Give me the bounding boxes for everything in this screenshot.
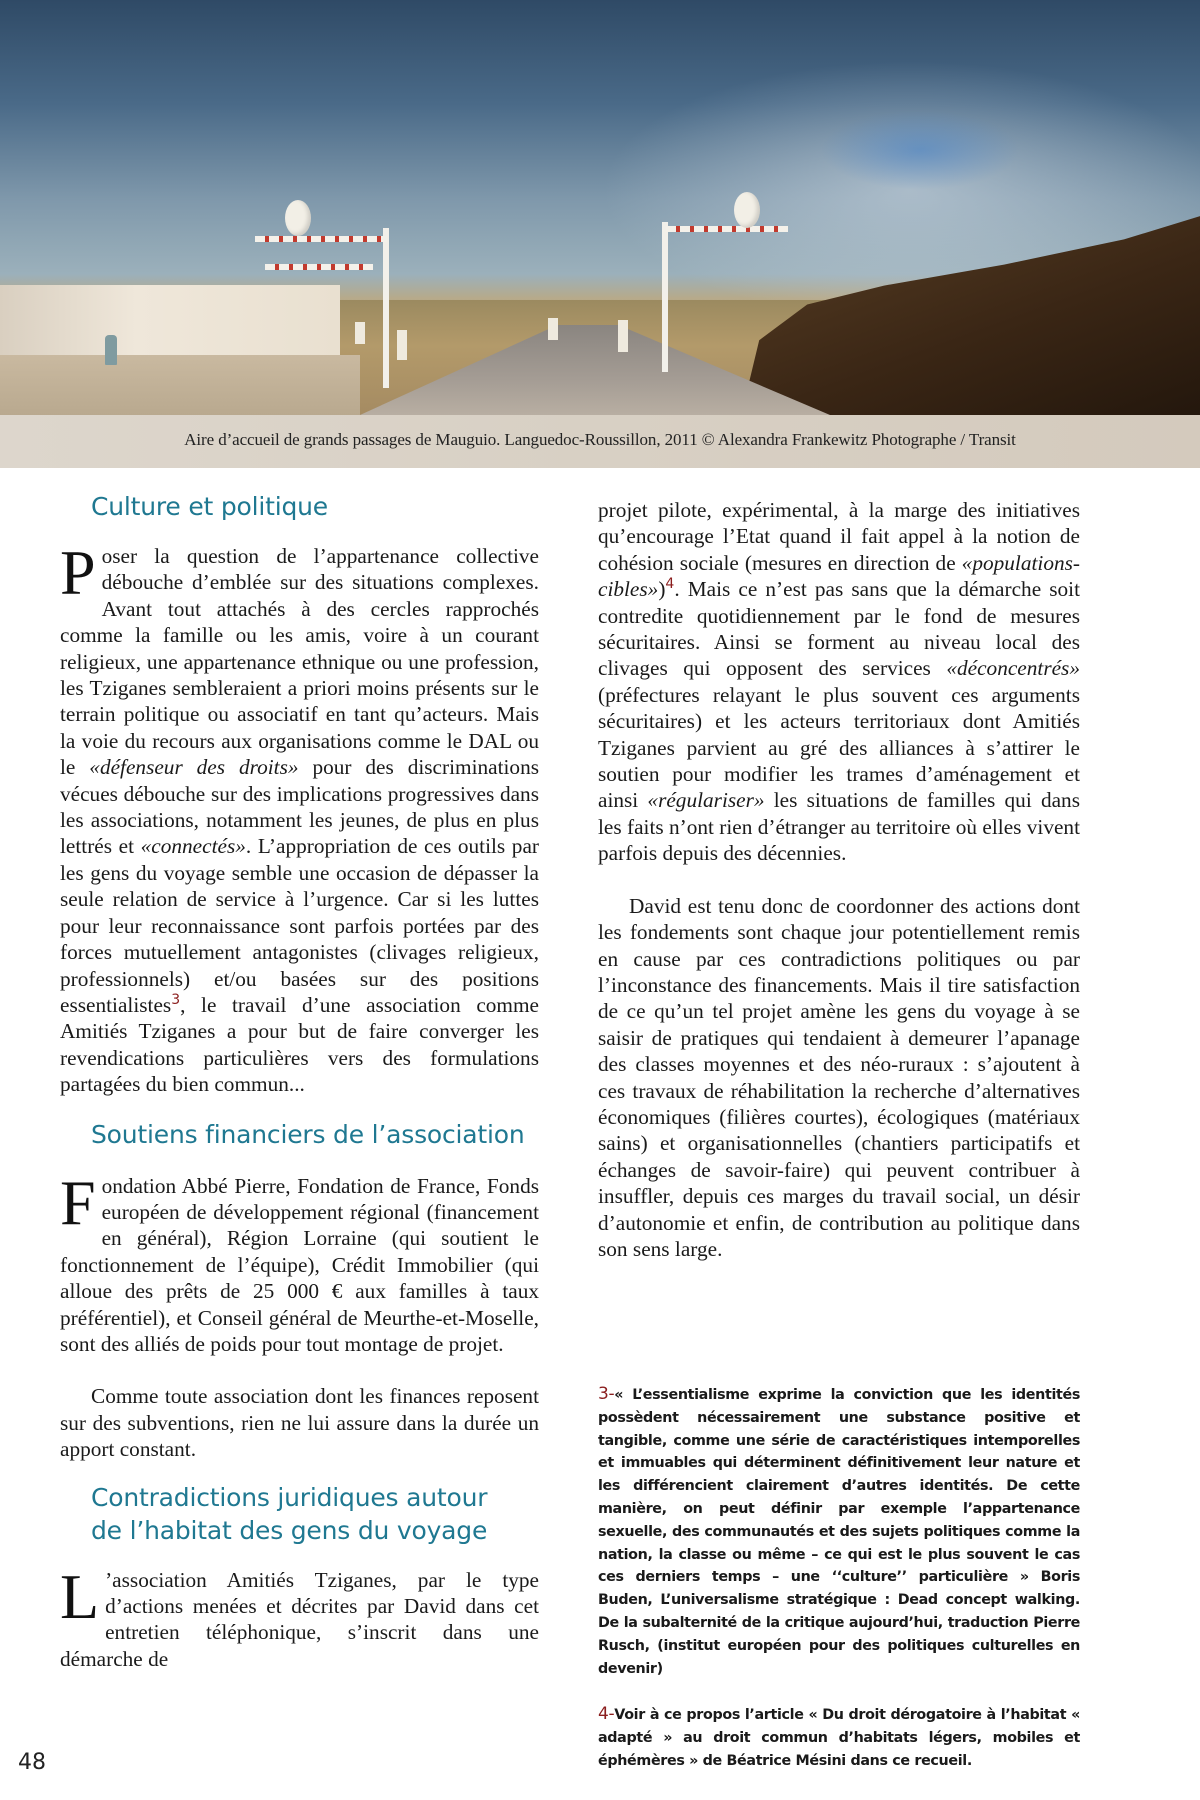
right-gate-pole xyxy=(662,222,668,372)
sky-blue-patch xyxy=(820,110,1020,190)
heading-contradictions-juridiques: Contradictions juridiques autour de l’habitat des gens du voyage xyxy=(91,1482,488,1545)
footnote-4: 4-Voir à ce propos l’article « Du droit dérogatoire à l’habitat « adapté » au droit commun d’habitats légers, mobiles et éphémères » de Béatrice Mésini dans ce recueil. xyxy=(598,1704,1080,1769)
left-gate-bar-low xyxy=(265,264,373,270)
footnote-number: 4- xyxy=(598,1704,615,1725)
right-gate-bar xyxy=(666,226,788,232)
page-number: 48 xyxy=(18,1750,46,1775)
left-column xyxy=(60,490,539,1672)
header-photo xyxy=(0,0,1200,415)
bollard xyxy=(355,322,365,344)
paragraph-projet-pilote: projet pilote, expérimental, à la marge des initiatives qu’encourage l’Etat quand il fait appel à la notion de cohésion sociale (mesures en direction de «populations-cibles»)$^4$. Mais ce n’est pas sans que la démarche soit contredite quotidiennement par le fond de mesures sécuritaires. Ainsi se forment au niveau local des clivages qui opposent des services «déconcentrés» (préfectures relayant le plus souvent ces arguments sécuritaires) et les acteurs territoriaux dont Amitiés Tziganes parvient au gré des alliances à s’attirer le soutien pour modifier les trames d’aménagement et ainsi «régulariser» les situations de familles qui dans les faits n’ont rien d’étranger au territoire où elles vivent parfois depuis des décennies. xyxy=(598,498,1080,866)
heading-culture-et-politique: Culture et politique xyxy=(91,492,328,521)
footnotes xyxy=(598,1383,1080,1773)
dropcap: L xyxy=(60,1560,100,1632)
photo-caption: Aire d’accueil de grands passages de Mauguio. Languedoc-Roussillon, 2011 © Alexandra Frankewitz Photographe / Transit xyxy=(184,430,1016,449)
paragraph-finances: Comme toute association dont les finances reposent sur des subventions, rien ne lui assure dans la durée un apport constant. xyxy=(60,1384,539,1462)
left-gate-bar-top xyxy=(255,236,387,242)
paragraph-culture: Poser la question de l’appartenance collective débouche d’emblée sur des situations complexes. Avant tout attachés à des cercles rapprochés comme la famille ou les amis, voire à un courant religieux, une appartenance ethnique ou une profession, les Tziganes sembleraient a priori moins présents sur le terrain politique ou associatif en tant qu’acteurs. Mais la voie du recours aux organisations comme le DAL ou le «défenseur des droits» pour des discriminations vécues débouche sur des implications progressives dans les associations, notamment les jeunes, de plus en plus lettrés et «connectés». L’appropriation de ces outils par les gens du voyage semble une occasion de dépasser la seule relation de service à l’urgence. Car si les luttes pour leur reconnaissance sont parfois portées par des forces mutuellement antagonistes (clivages religieux, professionnels) et/ou basées sur des positions essentialistes$^3$, le travail d’une association comme Amitiés Tziganes a pour but de faire converger les revendications particulières vers des formulations partagées du bien commun... xyxy=(60,537,540,1097)
left-gate-pole xyxy=(383,228,389,388)
footnote-number: 3- xyxy=(598,1384,615,1404)
bollard xyxy=(397,330,407,360)
dropcap: P xyxy=(60,537,96,608)
gas-bottle xyxy=(105,335,117,365)
paragraph-contradictions: L ’association Amitiés Tziganes, par le type d’actions menées et décrites par David dans cet entretien téléphonique, s’inscrit dans une démarche de xyxy=(60,1560,539,1671)
photo-caption-band xyxy=(0,415,1200,468)
dropcap: F xyxy=(60,1166,96,1238)
footnote-ref-3[interactable]: 3 xyxy=(171,991,181,1008)
bollard xyxy=(548,318,558,340)
paragraph-soutiens: Fondation Abbé Pierre, Fondation de France, Fonds européen de développement régional (financement en général), Région Lorraine (qui soutient le fonctionnement de l’équipe), Crédit Immobilier (qui alloue des prêts de 25 000 € aux familles à taux préférentiel), et Conseil général de Meurthe-et-Moselle, sont des alliés de poids pour tout montage de projet. xyxy=(60,1166,539,1356)
white-wall xyxy=(0,285,340,355)
paragraph-david: David est tenu donc de coordonner des actions dont les fondements sont chaque jour potentiellement remis en cause par ces contradictions politiques ou par l’inconstance des financements. Mais il tire satisfaction de ce qu’un tel projet amène les gens du voyage à se saisir de pratiques qui tendaient à demeurer l’apanage des classes moyennes et des néo-ruraux : s’ajoutent à ces travaux de réhabilitation la recherche d’alternatives économiques (filières courtes), écologiques (matériaux sains) et organisationnelles (chantiers participatifs et échanges de savoir-faire) qui peuvent contribuer à insuffler, depuis ces marges du travail social, un désir d’autonomie et enfin, de contribution au politique dans son sens large. xyxy=(598,893,1080,1261)
footnote-ref-4[interactable]: 4 xyxy=(665,576,675,593)
left-gate-sign xyxy=(285,200,311,236)
bollard xyxy=(618,320,628,352)
right-column xyxy=(598,497,1080,1262)
footnote-3: 3-« L’essentialisme exprime la conviction que les identités possèdent nécessairement une substance positive et tangible, comme une série de caractéristiques intemporelles et immuables qui déterminent définitivement leur nature et les différencient clairement d’autres identités. De cette manière, on peut définir par exemple l’appartenance sexuelle, des communautés et des sujets politiques comme la nation, la classe ou même – ce qui est le plus souvent le cas ces derniers temps – une ‘‘culture’’ particulière » Boris Buden, L’universalisme stratégique : Dead concept walking. De la subalternité de la critique aujourd’hui, traduction Pierre Rusch, (institut européen pour des politiques culturelles en devenir) xyxy=(598,1384,1080,1677)
heading-soutiens-financiers: Soutiens financiers de l’association xyxy=(91,1119,525,1149)
ground-left xyxy=(0,355,360,415)
right-gate-sign xyxy=(734,192,760,228)
